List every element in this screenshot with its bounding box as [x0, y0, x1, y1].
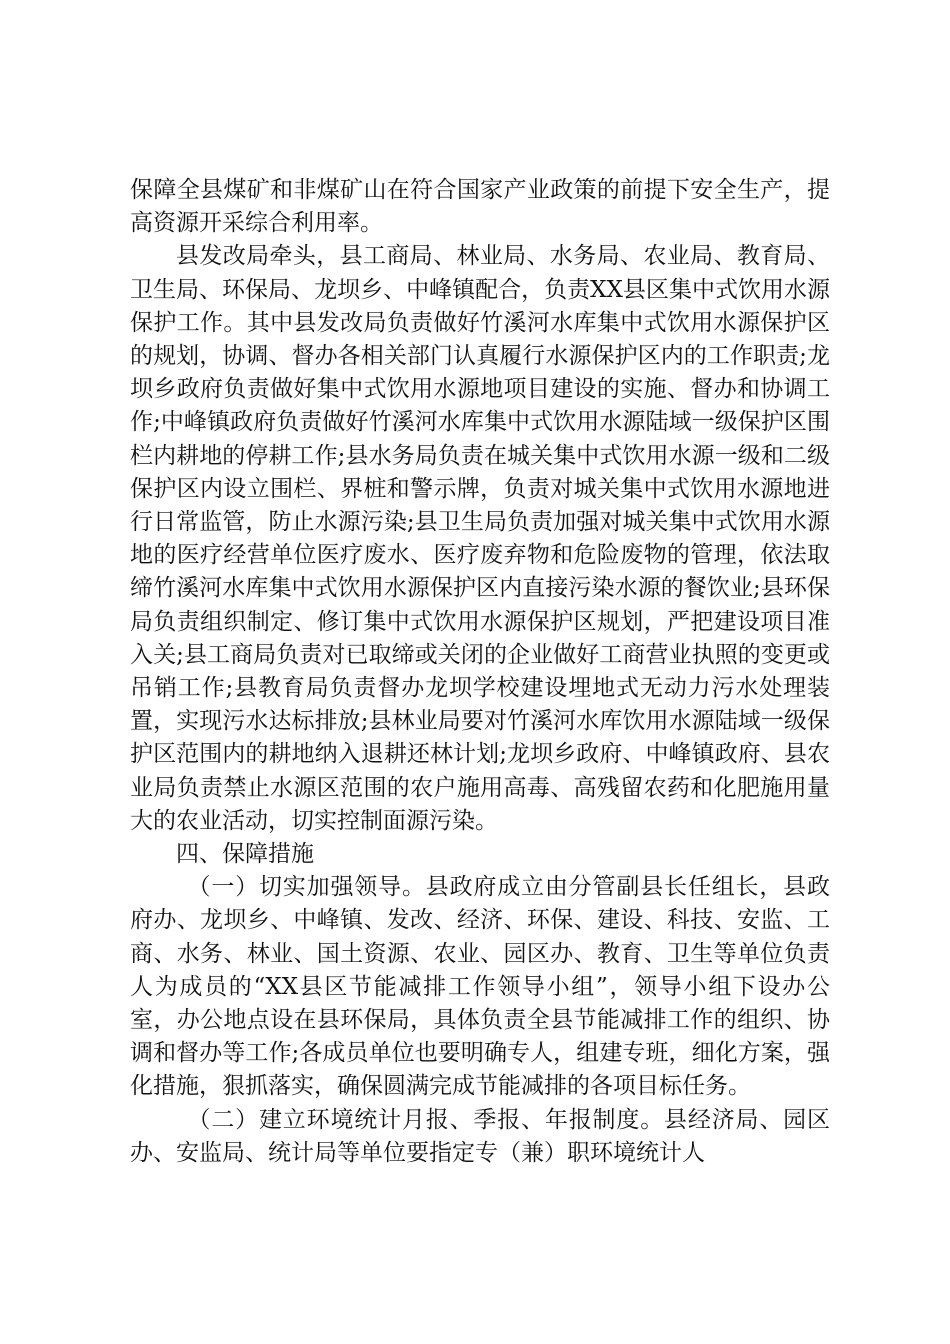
paragraph-strengthen-leadership: （一）切实加强领导。县政府成立由分管副县长任组长，县政府办、龙坝乡、中峰镇、发改、经济、环保、建设、科技、安监、工商、水务、林业、国土资源、农业、园区办、教育、卫生等单位负责人为成员的“XX县区节能减排工作领导小组”，领导小组下设办公室，办公地点设在县环保局，具体负责全县节能减排工作的组织、协调和督办等工作;各成员单位也要明确专人，组建专班，细化方案，强化措施，狠抓落实，确保圆满完成节能减排的各项目标任务。 — [130, 874, 830, 1100]
document-page — [130, 174, 830, 1170]
paragraph-continuation: 保障全县煤矿和非煤矿山在符合国家产业政策的前提下安全生产，提高资源开采综合利用率。 — [130, 177, 830, 237]
paragraph-water-source-protection: 县发改局牵头，县工商局、林业局、水务局、农业局、教育局、卫生局、环保局、龙坝乡、中峰镇配合，负责XX县区集中式饮用水源保护工作。其中县发改局负责做好竹溪河水库集中式饮用水源保护区的规划，协调、督办各相关部门认真履行水源保护区内的工作职责;龙坝乡政府负责做好集中式饮用水源地项目建设的实施、督办和协调工作;中峰镇政府负责做好竹溪河水库集中式饮用水源陆域一级保护区围栏内耕地的停耕工作;县水务局负责在城关集中式饮用水源一级和二级保护区内设立围栏、界桩和警示牌，负责对城关集中式饮用水源地进行日常监管，防止水源污染;县卫生局负责加强对城关集中式饮用水源地的医疗经营单位医疗废水、医疗废弃物和危险废物的管理，依法取缔竹溪河水库集中式饮用水源保护区内直接污染水源的餐饮业;县环保局负责组织制定、修订集中式饮用水源保护区规划，严把建设项目准入关;县工商局负责对已取缔或关闭的企业做好工商营业执照的变更或吊销工作;县教育局负责督办龙坝学校建设埋地式无动力污水处理装置，实现污水达标排放;县林业局要对竹溪河水库饮用水源陆域一级保护区范围内的耕地纳入退耕还林计划;龙坝乡政府、中峰镇政府、县农业局负责禁止水源区范围的农户施用高毒、高残留农药和化肥施用量大的农业活动，切实控制面源污染。 — [130, 243, 830, 834]
section-heading-safeguards: 四、保障措施 — [176, 841, 314, 868]
paragraph-statistics-reporting: （二）建立环境统计月报、季报、年报制度。县经济局、园区办、安监局、统计局等单位要指定专（兼）职环境统计人 — [130, 1106, 830, 1166]
